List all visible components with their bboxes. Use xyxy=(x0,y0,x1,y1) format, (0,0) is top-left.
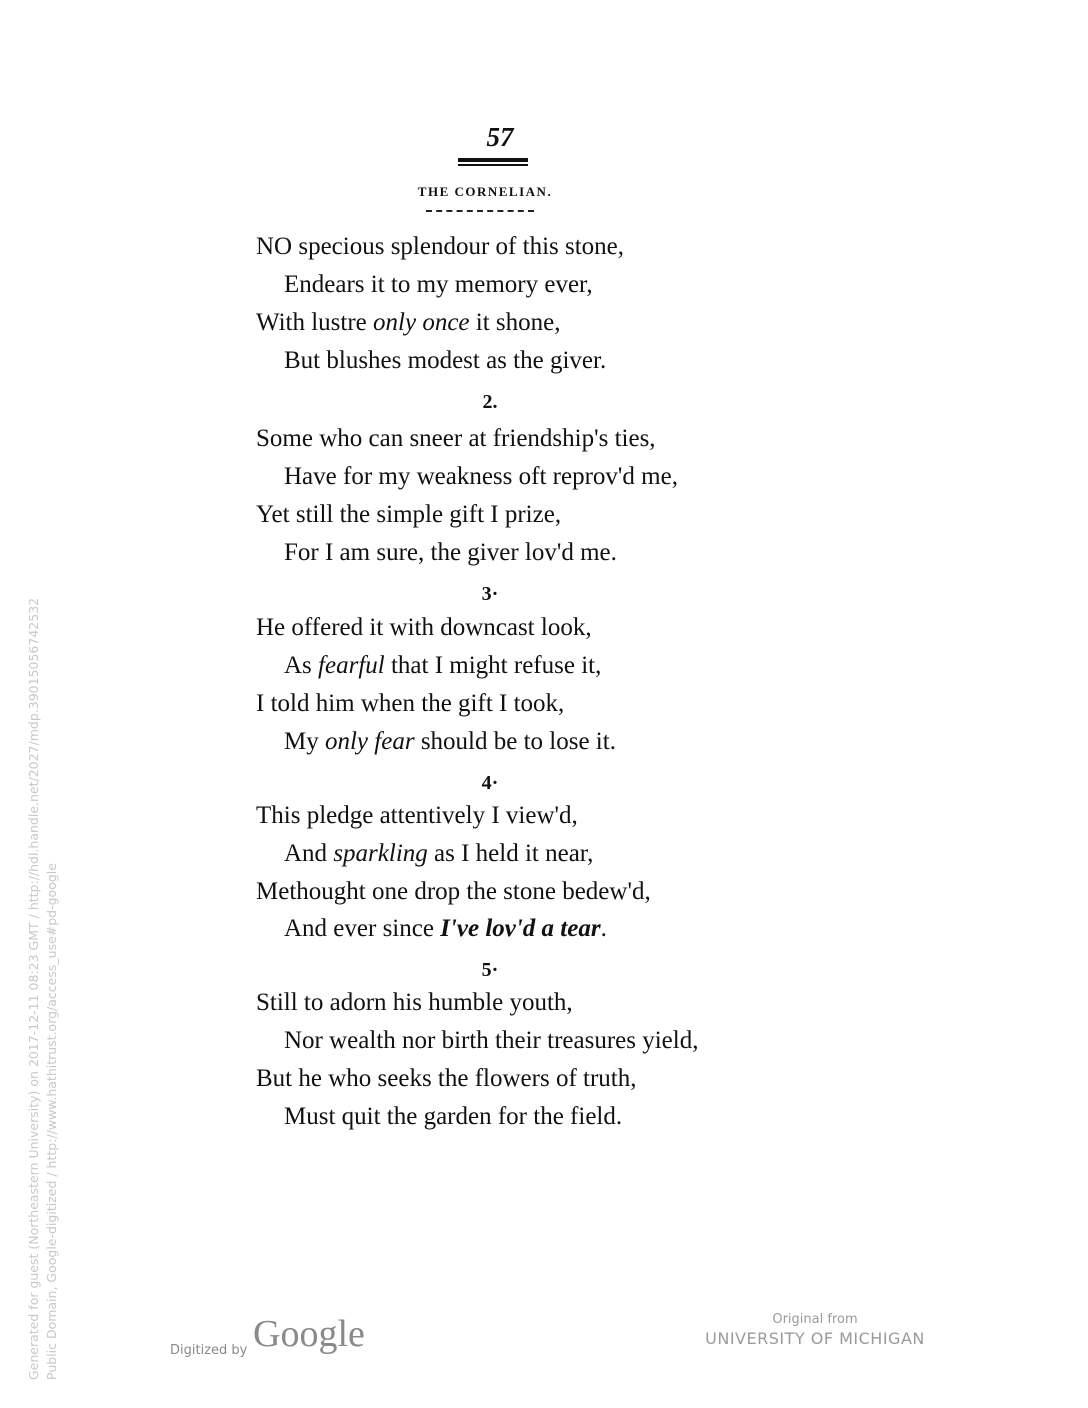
italic-text: only once xyxy=(373,309,470,336)
text-span: With lustre xyxy=(256,309,374,336)
text-span: As xyxy=(284,652,319,679)
institution-name: UNIVERSITY OF MICHIGAN xyxy=(705,1329,925,1348)
access-watermark xyxy=(25,598,61,1380)
italic-text: fearful xyxy=(318,652,385,679)
poem-line: I told him when the gift I took, xyxy=(256,690,565,717)
original-from-label: Original from xyxy=(772,1312,858,1327)
text-span: it shone, xyxy=(469,309,561,336)
poem-line: This pledge attentively I view'd, xyxy=(256,802,578,829)
stanza-number: 5· xyxy=(481,959,499,981)
text-span: as I held it near, xyxy=(427,840,594,867)
text-span: . xyxy=(600,915,607,942)
poem-line: Have for my weakness oft reprov'd me, xyxy=(284,463,678,490)
text-span: that I might refuse it, xyxy=(384,652,602,679)
stanza-number: 3· xyxy=(481,583,499,605)
poem-line xyxy=(284,914,607,944)
text-span: And ever since xyxy=(284,915,441,942)
poem-title: THE CORNELIAN. xyxy=(417,184,553,199)
text-span: should be to lose it. xyxy=(414,728,616,755)
poem-line: Yet still the simple gift I prize, xyxy=(256,501,562,528)
italic-text: I've lov'd a tear xyxy=(440,915,601,942)
stanza-number: 2. xyxy=(482,391,498,413)
poem-line: But he who seeks the flowers of truth, xyxy=(256,1065,637,1092)
poem-line: Nor wealth nor birth their treasures yield, xyxy=(284,1027,699,1054)
text-span: And xyxy=(284,840,334,867)
original-from-credit xyxy=(700,1312,930,1348)
digitized-by-label: Digitized by xyxy=(170,1343,248,1358)
poem-line: But blushes modest as the giver. xyxy=(284,347,607,374)
italic-text: sparkling xyxy=(333,840,428,867)
text-span: My xyxy=(284,728,325,755)
svg-text:Google: Google xyxy=(253,1316,366,1355)
poem-line xyxy=(284,651,601,681)
poem-line: Still to adorn his humble youth, xyxy=(256,989,573,1016)
digitized-by-google xyxy=(170,1310,375,1358)
poem-line: Some who can sneer at friendship's ties, xyxy=(256,425,656,452)
poem-line: Methought one drop the stone bedew'd, xyxy=(256,878,651,905)
poem-line xyxy=(284,727,616,757)
italic-text: only fear xyxy=(324,728,415,755)
poem-line: NO specious splendour of this stone, xyxy=(256,233,625,260)
watermark-line: Public Domain, Google-digitized / http://www.hathitrust.org/access_use#pd-google xyxy=(44,863,59,1380)
poem-line xyxy=(284,839,593,869)
stanza-number: 4· xyxy=(481,772,499,794)
poem-line: He offered it with downcast look, xyxy=(256,614,592,641)
poem-line: Endears it to my memory ever, xyxy=(284,271,593,298)
google-logo xyxy=(253,1316,375,1364)
watermark-line: Generated for guest (Northeastern University) on 2017-12-11 08:23 GMT / http://hdl.handle.net/2027/mdp.39015056742532 xyxy=(26,597,41,1380)
poem-line: For I am sure, the giver lov'd me. xyxy=(284,539,617,566)
poem-line xyxy=(256,308,560,338)
poem-line: Must quit the garden for the field. xyxy=(284,1103,623,1130)
page-number: 57 xyxy=(486,122,514,152)
